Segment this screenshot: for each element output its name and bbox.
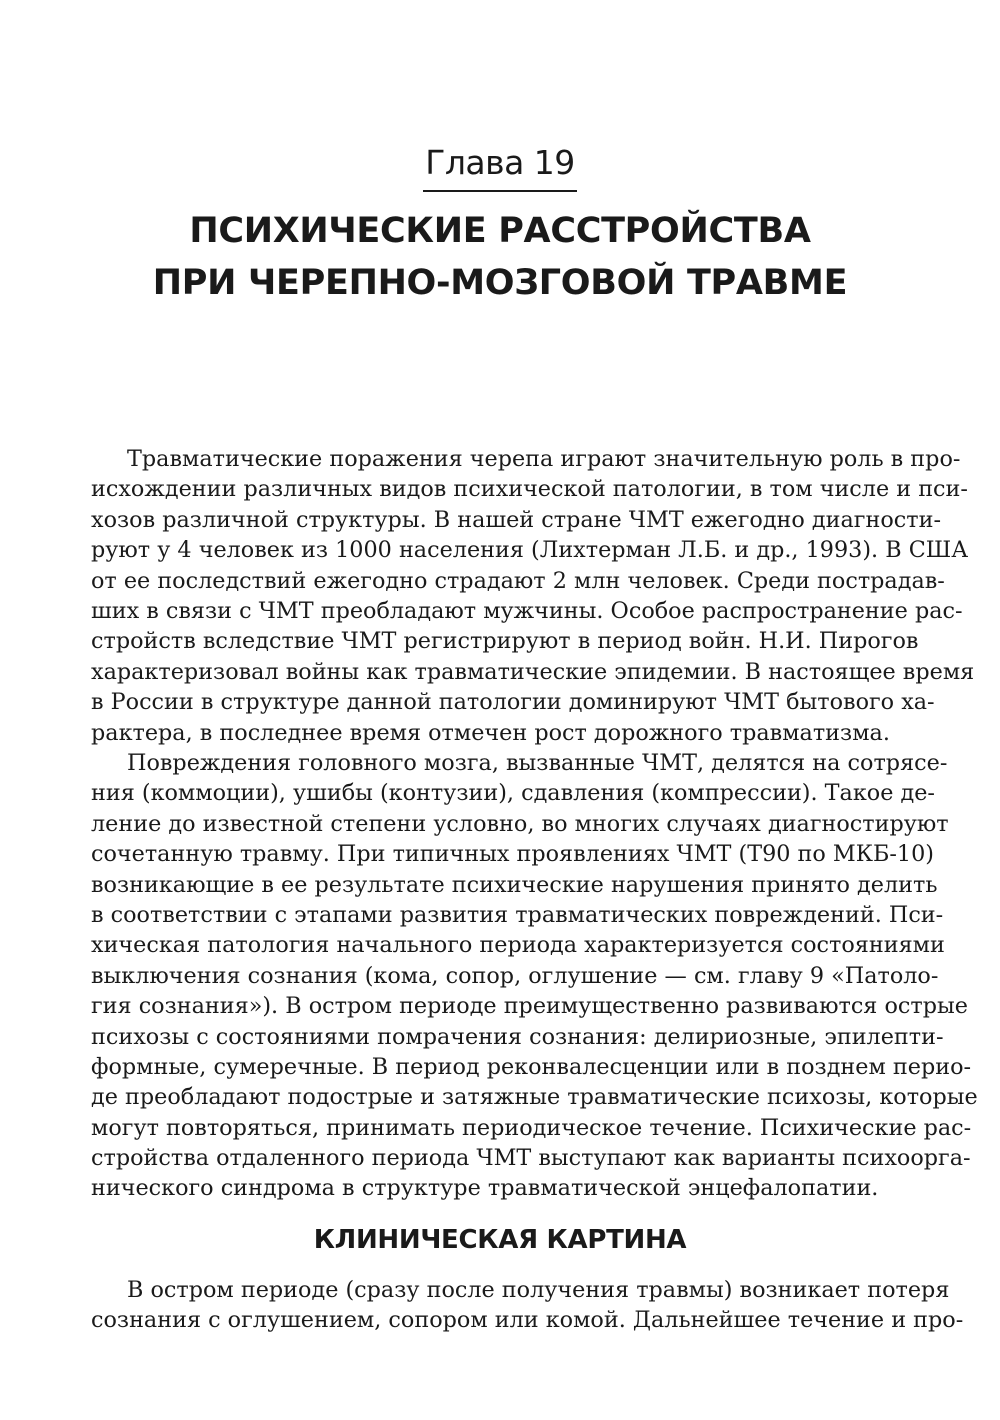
paragraph-intro	[91, 444, 975, 748]
text-line: возникающие в ее результате психические нарушения принято делить	[91, 871, 938, 898]
text-line: хическая патология начального периода характеризуется состояниями	[91, 932, 945, 959]
chapter-title-line: ПРИ ЧЕРЕПНО-МОЗГОВОЙ ТРАВМЕ	[152, 263, 848, 303]
text-line: Повреждения головного мозга, вызванные ЧМТ, делятся на сотрясе-	[127, 750, 948, 776]
text-line: стройства отдаленного периода ЧМТ выступают как варианты психоорга-	[91, 1145, 971, 1172]
text-line: ния (коммоции), ушибы (контузии), сдавления (компрессии). Такое де-	[91, 780, 935, 807]
text-line: руют у 4 человек из 1000 населения (Лихтерман Л.Б. и др., 1993). В США	[91, 537, 969, 564]
text-line: выключения сознания (кома, сопор, оглушение — см. главу 9 «Патоло-	[91, 962, 939, 989]
text-line: хозов различной структуры. В нашей стране ЧМТ ежегодно диагности-	[91, 506, 941, 533]
paragraph-clinical	[91, 1275, 964, 1336]
text-line: де преобладают подострые и затяжные травматические психозы, которые	[91, 1084, 978, 1111]
text-line: сознания с оглушением, сопором или комой. Дальнейшее течение и про-	[91, 1307, 964, 1334]
text-line: могут повторяться, принимать периодическое течение. Психические рас-	[91, 1114, 972, 1141]
section-heading: КЛИНИЧЕСКАЯ КАРТИНА	[313, 1225, 687, 1255]
text-line: в России в структуре данной патологии доминируют ЧМТ бытового ха-	[91, 689, 935, 716]
text-line: характеризовал войны как травматические эпидемии. В настоящее время	[91, 658, 975, 685]
text-line: ление до известной степени условно, во многих случаях диагностируют	[91, 810, 949, 837]
paragraph-classification	[91, 748, 978, 1204]
text-line: стройств вследствие ЧМТ регистрируют в период войн. Н.И. Пирогов	[91, 628, 919, 655]
text-line: гия сознания»). В остром периоде преимущественно развиваются острые	[91, 993, 968, 1020]
text-line: формные, сумеречные. В период реконвалесценции или в позднем перио-	[91, 1053, 972, 1080]
text-line: Травматические поражения черепа играют значительную роль в про-	[127, 446, 961, 472]
chapter-label: Глава 19	[423, 140, 577, 192]
text-line: В остром периоде (сразу после получения травмы) возникает потеря	[127, 1277, 950, 1303]
text-line: от ее последствий ежегодно страдают 2 млн человек. Среди пострадав-	[91, 567, 945, 594]
chapter-header	[0, 140, 1000, 192]
text-line: исхождении различных видов психической патологии, в том числе и пси-	[91, 476, 968, 503]
text-line: нического синдрома в структуре травматической энцефалопатии.	[91, 1175, 879, 1202]
text-line: сочетанную травму. При типичных проявлениях ЧМТ (T90 по МКБ-10)	[91, 841, 934, 868]
text-line: ших в связи с ЧМТ преобладают мужчины. Особое распространение рас-	[91, 597, 963, 624]
text-line: рактера, в последнее время отмечен рост дорожного травматизма.	[91, 719, 890, 746]
chapter-title-line: ПСИХИЧЕСКИЕ РАССТРОЙСТВА	[189, 211, 811, 251]
chapter-title	[0, 205, 1000, 309]
text-line: в соответствии с этапами развития травматических повреждений. Пси-	[91, 901, 944, 928]
text-line: психозы с состояниями помрачения сознания: делириозные, эпилепти-	[91, 1023, 944, 1050]
